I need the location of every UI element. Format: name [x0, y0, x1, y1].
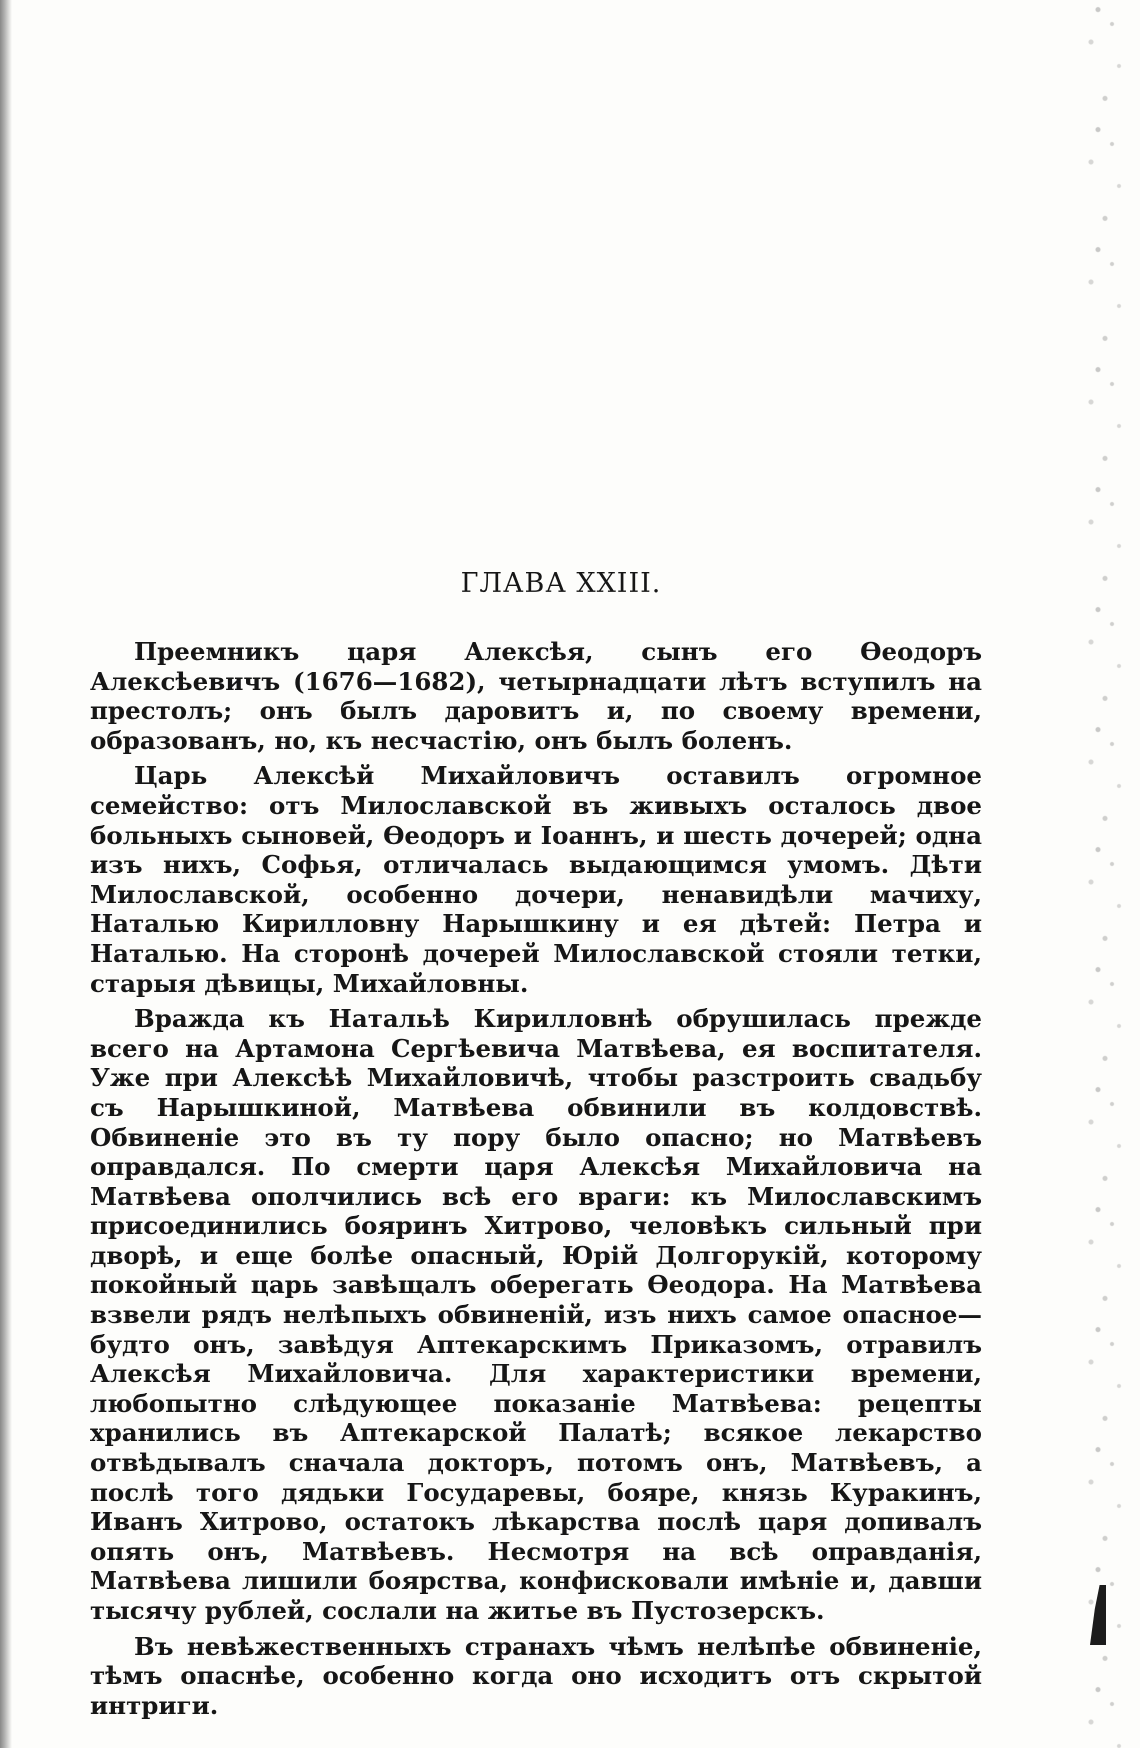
chapter-title: ГЛАВА XXIII.	[460, 568, 662, 599]
scan-left-edge	[0, 0, 14, 1748]
scan-right-edge-speckles	[1070, 0, 1140, 1748]
paragraph: Царь Алексѣй Михайловичъ оставилъ огромное семейство: отъ Милославской въ живыхъ осталось двое больныхъ сыновей, Ѳеодоръ и Іоаннъ, и шесть дочерей; одна изъ нихъ, Софья, отличалась выдающимся умомъ. Дѣти Милославской, особенно дочери, ненавидѣли мачиху, Наталью Кирилловну Нарышкину и ея дѣтей: Петра и Наталью. На сторонѣ дочерей Милославской стояли тетки, старыя дѣвицы, Михайловны.	[90, 761, 982, 998]
page-content	[90, 568, 982, 1726]
paragraph: Вражда къ Натальѣ Кирилловнѣ обрушилась прежде всего на Артамона Сергѣевича Матвѣева, ея воспитателя. Уже при Алексѣѣ Михайловичѣ, чтобы разстроить свадьбу съ Нарышкиной, Матвѣева обвинили въ колдовствѣ. Обвиненіе это въ ту пору было опасно; но Матвѣевъ оправдался. По смерти царя Алексѣя Михайловича на Матвѣева ополчились всѣ его враги: къ Милославскимъ присоединились бояринъ Хитрово, человѣкъ сильный при дворѣ, и еще болѣе опасный, Юрій Долгорукій, которому покойный царь завѣщалъ оберегать Ѳеодора. На Матвѣева взвели рядъ нелѣпыхъ обвиненій, изъ нихъ самое опасное—будто онъ, завѣдуя Аптекарскимъ Приказомъ, отравилъ Алексѣя Михайловича. Для характеристики времени, любопытно слѣдующее показаніе Матвѣева: рецепты хранились въ Аптекарской Палатѣ; всякое лекарство отвѣдывалъ сначала докторъ, потомъ онъ, Матвѣевъ, а послѣ того дядьки Государевы, бояре, князь Куракинъ, Иванъ Хитрово, остатокъ лѣкарства послѣ царя допивалъ опять онъ, Матвѣевъ. Несмотря на всѣ оправданія, Матвѣева лишили боярства, конфисковали имѣніе и, давши тысячу рублей, сослали на житье въ Пустозерскъ.	[90, 1004, 982, 1625]
paragraph: Въ невѣжественныхъ странахъ чѣмъ нелѣпѣе обвиненіе, тѣмъ опаснѣе, особенно когда оно исходитъ отъ скрытой интриги.	[90, 1631, 982, 1720]
paragraph: Преемникъ царя Алексѣя, сынъ его Ѳеодоръ Алексѣевичъ (1676—1682), четырнадцати лѣтъ вступилъ на престолъ; онъ былъ даровитъ и, по своему времени, образованъ, но, къ несчастію, онъ былъ боленъ.	[90, 637, 982, 755]
